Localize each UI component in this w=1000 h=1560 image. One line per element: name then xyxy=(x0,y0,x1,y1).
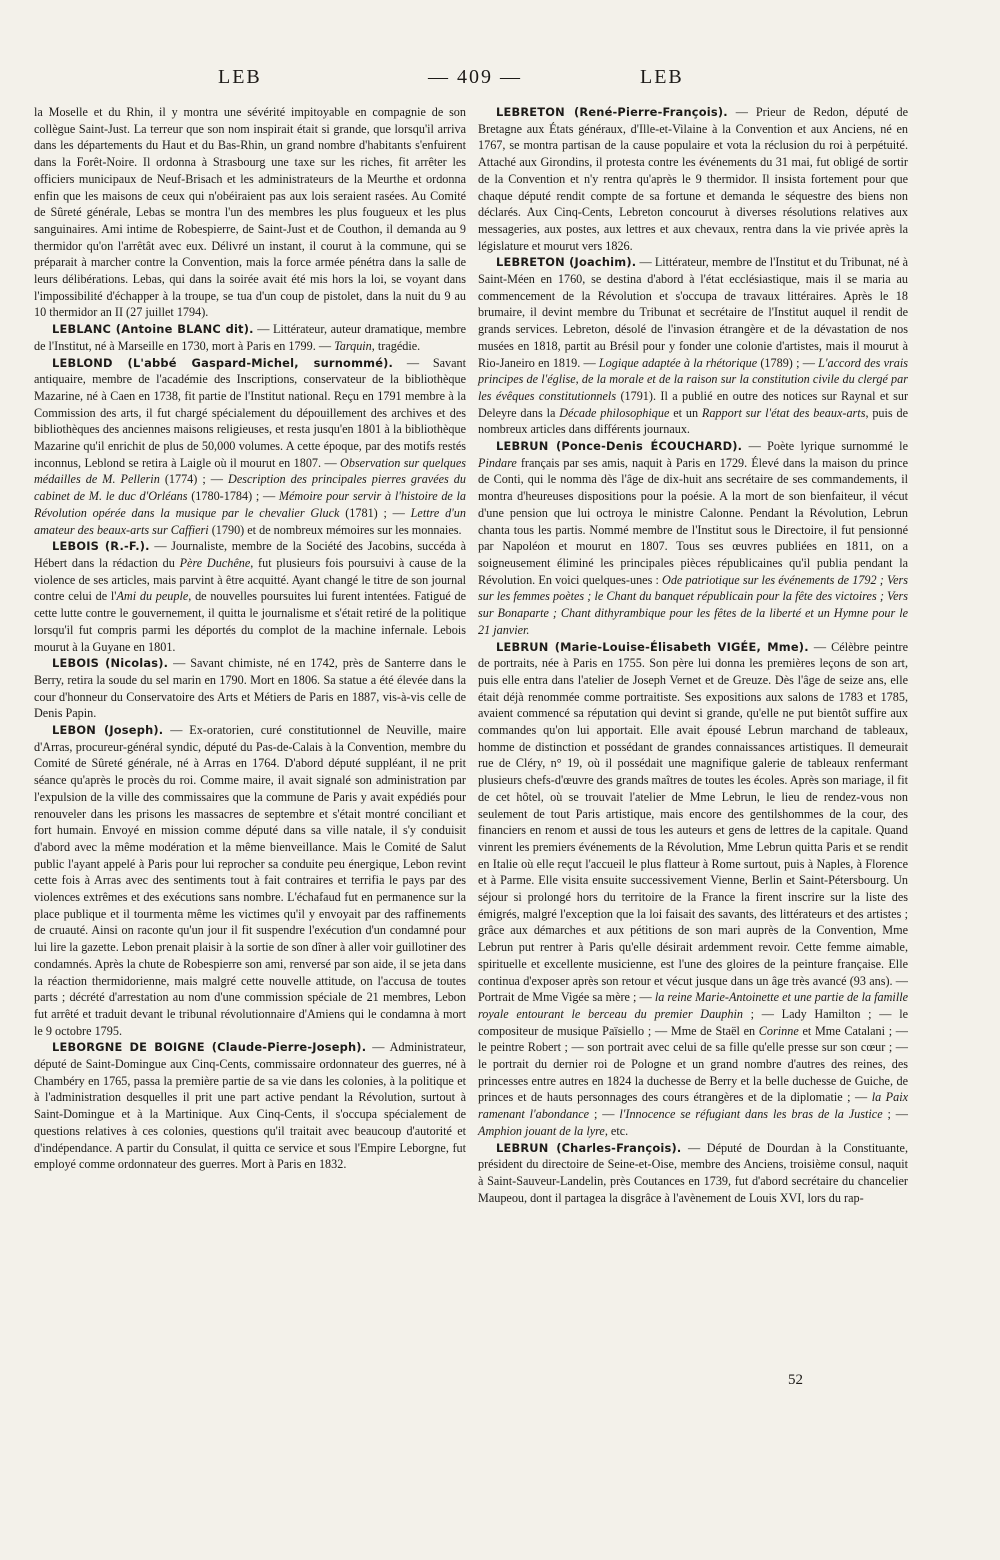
headword: LEBRUN (Ponce-Denis ÉCOUCHARD). xyxy=(496,439,743,454)
entry-lebreton-rene xyxy=(478,104,908,254)
entry-leblanc xyxy=(34,321,466,354)
signature-mark: 52 xyxy=(788,1372,803,1388)
entry-text: ; — xyxy=(589,1107,620,1122)
work-title: Père Duchêne xyxy=(179,555,251,570)
entry-text: ; — xyxy=(882,1107,908,1122)
work-title: Description des principales pierres gravées du cabinet de M. le duc d'Orléans xyxy=(34,472,466,504)
work-title: L'accord des vrais principes de l'église, de la morale et de la raison sur la constitution civile du clergé par les évêques constitutionnels xyxy=(478,355,908,403)
entry-text: (1780-1784) ; — xyxy=(187,489,279,504)
headword: LEBRUN (Marie-Louise-Élisabeth VIGÉE, Mme). xyxy=(496,639,809,654)
entry-text: (1790) et de nombreux mémoires sur les monnaies. xyxy=(208,522,462,537)
entry-continuation: la Moselle et du Rhin, il y montra une sévérité impitoyable en compagnie de son collègue Saint-Just. La terreur que son nom inspirait était si grande, que lorsqu'il arriva dans les départements du Haut et du Bas-Rhin, un grand nombre d'habitants s'enfuirent dans la Forêt-Noire. Il ordonna à Strasbourg une taxe sur les riches, fit arrêter les officiers municipaux de Neuf-Brisach et les administrateurs de la Meurthe et ordonna enfin que les maisons de ceux qui n'obéiraient pas aux lois seraient rasées. Au Comité de Sûreté générale, Lebas se montra l'un des membres les plus fougueux et les plus sanguinaires. Ami intime de Robespierre, de Saint-Just et de Couthon, il demanda au 9 thermidor qu'on l'arrêtât avec eux. Délivré un instant, il courut à la commune, qui se préparait à marcher contre la Convention, mais la force armée pénétra dans la salle de leurs délibérations. Lebas, qui dans la soirée avait été mis hors la loi, se voyant dans l'impossibilité d'échapper à la troupe, se tua d'un coup de pistolet, dans la nuit du 9 au 10 thermidor an II (27 juillet 1794). xyxy=(34,105,466,320)
entry-text: et Mme Catalani ; — le peintre Robert ; — son portrait avec celui de sa fille qu'elle presse sur son cœur ; — le portrait du dernier roi de Pologne et un grand nombre d'autres des reines, des princesses entre autres en 1824 la duchesse de Berry et la belle duchesse de Guiche, de princes et de hauts personnages des cours étrangères et de la diplomatie ; — xyxy=(478,1023,908,1105)
entry-text: , fut plusieurs fois poursuivi à cause de la violence de ses articles, mais parvint à être acquitté. Ayant changé le titre de son journal contre celui de l' xyxy=(34,555,466,604)
entry-text: — Célèbre peintre de portraits, née à Paris en 1755. Son père lui donna les premières leçons de son art, puis elle entra dans l'atelier de Joseph Vernet et de Greuze. Dès l'âge de seize ans, elle était déjà renommée comme portraitiste. Ses expositions aux salons de 1783 et 1785, avaient commencé sa réputation qui devint si grande, qu'elle ne put bientôt suffire aux commandes qu'on lui apportait. Elle avait épousé Lebrun marchand de tableaux, homme de distinction et possédant de grandes connaissances artistiques. Il demeurait rue de Cléry, n° 19, où il possédait une magnifique galerie de tableaux renfermant plusieurs chefs-d'œuvre des grands maîtres de toutes les écoles. Après son mariage, il fit de cet hôtel, où se trouvait l'atelier de Mme Lebrun, le lieu de rendez-vous non seulement de tout Paris artistique, mais encore des gentilshommes de la cour, des financiers en renom et aussi de tous les auteurs et gens de lettres de la capitale. Quand vinrent les premiers événements de la Révolution, Mme Lebrun quitta Paris et se rendit en Italie où elle reçut l'accueil le plus flatteur à Rome surtout, puis à Naples, à Florence et à Parme. Elle visita ensuite successivement Vienne, Berlin et Saint-Pétersbourg. Un séjour si prolongé hors du territoire de la France la firent inscrire sur la liste des émigrés, malgré l'exception que la loi faisait des savants, des littérateurs et des artistes ; grâce aux démarches et aux pétitions de son mari auprès de la Convention, Mme Lebrun put rentrer à Paris qu'elle désirait ardemment revoir. Cette femme aimable, spirituelle et excellente musicienne, est l'une des gloires de la peinture française. Elle continua d'exposer après son retour et vécut jusque dans un âge très avancé (93 ans). — Portrait de Mme Vigée sa mère ; — xyxy=(478,639,908,1005)
entry-lebreton-joachim xyxy=(478,254,908,438)
work-title: Ode patriotique sur les événements de 1792 ; Vers sur les femmes poètes ; le Chant du banquet républicain pour la fête des victoires ; Vers sur Bonaparte ; Chant dithyrambique pour les fêtes de la liberté et un Hymne pour le 21 janvier. xyxy=(478,572,908,637)
entry-text: — Administrateur, député de Saint-Domingue aux Cinq-Cents, commissaire ordonnateur des guerres, né à Chambéry en 1765, passa la première partie de sa vie dans les colonies, à la politique et à l'administration desquelles il prit une part active pendant la Révolution, surtout à Saint-Domingue et à la Martinique. Aux Cinq-Cents, il s'occupa spécialement de questions relatives à ces colonies, questions qu'il traitait avec beaucoup d'autorité et d'indépendance. A partir du Consulat, il quitta ce service et sous l'Empire Leborgne, fut employé comme ordonnateur des guerres. Mort à Paris en 1832. xyxy=(34,1040,467,1172)
entry-lebon xyxy=(34,722,466,1039)
headword: LEBRUN (Charles-François). xyxy=(496,1140,682,1155)
entry-text: — Littérateur, membre de l'Institut et du Tribunat, né à Saint-Méen en 1760, se destina d'abord à l'état ecclésiastique, mais il se maria au commencement de la Révolution et s'occupa de travaux littéraires. Après le 18 brumaire, il devint membre du Tribunat et secrétaire de l'Institut auquel il rendit de grands services. Lebreton, désolé de l'invasion étrangère et de la dévastation de nos musées en 1818, partit au Brésil pour y fonder une colonie d'artistes, mais il mourut à Rio-Janeiro en 1819. — xyxy=(478,255,908,370)
entry-text: — Savant antiquaire, membre de l'académie des Inscriptions, conservateur de la bibliothèque Mazarine, né à Caen en 1738, fit partie de l'Institut national. Reçu en 1791 membre à la Commission des arts, il fut chargé spécialement du dépouillement des archives et des bibliothèques des anciennes maisons religieuses, et resta jusqu'en 1801 à la bibliothèque Mazarine qu'il enrichit de plus de 50,000 volumes. A cette époque, par des motifs restés inconnus, Leblond se retira à Laigle où il mourut en 1807. — xyxy=(34,355,466,470)
entry-lebrun-ponce xyxy=(478,438,908,638)
entry-text: — Ex-oratorien, curé constitutionnel de Neuville, maire d'Arras, procureur-général syndic, député du Pas-de-Calais à la Convention, membre du Comité de Sûreté générale, né à Arras en 1764. D'abord député suppléant, il ne prit séance qu'après le procès du roi. Comme maire, il avait signalé son administration par l'expulsion de la ville des commissaires que la commune de Paris y avait expédiés pour renouveler dans les prisons les massacres de septembre et s'était montré conciliant et fort humain. Envoyé en mission comme député dans sa ville natale, il s'y conduisit d'abord avec la même modération et la même bienveillance. Mais le Comité de Salut public l'ayant appelé à Paris pour lui reprocher sa conduite peu énergique, Lebon revint cette fois à Arras avec des sentiments tout à fait contraires et terrifia le pays par des violences extrêmes et des exécutions sans nombre. L'échafaud fut en permanence sur la place publique et il tourmenta même les victimes qu'il y envoyait par des raffinements de cruauté. Ainsi on raconte qu'un jour il fit suspendre l'exécution d'un condamné pour lui lire la gazette. Lebon prenait plaisir à la sortie de son dîner à aller voir guillotiner des condamnés. Après la chute de Robespierre son ami, renversé par son aide, il se jeta dans la réaction thermidorienne, mais malgré cette nouvelle attitude, on l'accusa de toutes parts ; décrété d'arrestation au nom d'une commission spéciale de 21 membres, Lebon fut arrêté et traduit devant le tribunal révolutionnaire d'Amiens qui le condamna à mort le 9 octobre 1795. xyxy=(34,723,466,1038)
headword: LEBLANC (Antoine BLANC dit). xyxy=(52,322,254,337)
entry-lebois-rf xyxy=(34,538,466,655)
headword: LEBON (Joseph). xyxy=(52,723,164,738)
running-head xyxy=(0,66,1000,96)
work-title: Observation sur quelques médailles de M. Pellerin xyxy=(34,455,466,487)
entry-text: — Prieur de Redon, député de Bretagne aux États généraux, d'Ille-et-Vilaine à la Convention et aux Anciens, né en 1767, se montra partisan de la cause populaire et vota la réclusion du roi à perpétuité. Attaché aux Girondins, il protesta contre les événements du 31 mai, fut obligé de sortir de la Convention et n'y rentra qu'après le 9 thermidor. Il insista fortement pour que chaque député rendit compte de sa fortune et demanda le séquestre des biens non déclarés. Aux Cinq-Cents, Lebreton concourut à diverses résolutions relatives aux messageries, aux postes, aux lettres et aux chevaux, rentra dans la vie privée après la législature et mourut vers 1826. xyxy=(478,105,908,253)
headword: LEBRETON (René-Pierre-François). xyxy=(496,105,728,119)
entry-text: ; — Lady Hamilton ; — le compositeur de musique Païsiello ; — Mme de Staël en xyxy=(478,1006,908,1038)
entry-lebois-nicolas xyxy=(34,655,466,722)
entry-text: (1791). Il a publié en outre des notices sur Raynal et sur Deleyre dans la xyxy=(478,388,909,420)
work-title: la reine Marie-Antoinette et une partie de la famille royale entourant le berceau du premier Dauphin xyxy=(478,990,909,1021)
work-title: l'Innocence se réfugiant dans les bras de la Justice xyxy=(619,1107,883,1122)
headword: LEBOIS (Nicolas). xyxy=(52,656,169,671)
work-title: Mémoire pour servir à l'histoire de la Révolution opérée dans la musique par le chevalier Gluck xyxy=(34,489,467,520)
work-title: Pindare xyxy=(478,455,517,470)
work-title: Logique adaptée à la rhétorique xyxy=(598,355,758,370)
work-title: Tarquin xyxy=(334,338,372,353)
headword: LEBLOND (L'abbé Gaspard-Michel, surnommé). xyxy=(52,355,394,370)
entry-text: — Poète lyrique surnommé le xyxy=(742,439,908,454)
entry-leblond xyxy=(34,355,466,539)
entry-text: , de nouvelles poursuites lui furent intentées. Fatigué de cette lutte contre le gouvernement, il quitta le journalisme et s'était retiré de la politique lorsqu'il fut compris parmi les déportés du complot de la machine infernale. Lebois mourut à la Guyane en 1801. xyxy=(34,589,467,654)
work-title: Amphion jouant de la lyre xyxy=(478,1123,605,1138)
entry-text: et un xyxy=(669,405,702,420)
entry-lebrun-vigee xyxy=(478,639,908,1140)
entry-text: français par ses amis, naquit à Paris en 1729. Élevé dans la maison du prince de Conti, qui le nomma dès l'âge de dix-huit ans secrétaire de ses commandements, il montra d'heureuses dispositions pour la poésie. A la mort de son bienfaiteur, il vécut d'une pension que lui octroya le ministre Calonne. Pendant la Révolution, Lebrun chanta tous les partis. Nommé membre de l'Institut sous le Directoire, il fut pensionné par Napoléon et mourut en 1807. Tous ses œuvres publiées en 1811, on a soigneusement éliminé les principales pièces républicaines qu'il publia pendant la Révolution. En voici quelques-unes : xyxy=(478,455,908,587)
entry-lebrun-charles xyxy=(478,1140,908,1207)
left-column xyxy=(34,104,466,1173)
entry-text: , puis de nombreux articles dans différents journaux. xyxy=(478,405,908,437)
entry-leborgne xyxy=(34,1039,466,1173)
work-title: Décade philosophique xyxy=(559,405,670,420)
headword: LEBOIS (R.-F.). xyxy=(52,539,150,554)
headword: LEBRETON (Joachim). xyxy=(496,255,637,270)
entry-text: — Savant chimiste, né en 1742, près de Santerre dans le Berry, retira la soude du sel marin en 1790. Mort en 1806. Sa statue a été élevée dans la cour d'honneur du Conservatoire des Arts et Métiers de Paris en 1887, vis-à-vis celle de Denis Papin. xyxy=(34,656,466,721)
work-title: Lettre d'un amateur des beaux-arts sur Caffieri xyxy=(34,505,466,537)
work-title: Ami du peuple xyxy=(116,589,189,604)
running-head-left: LEB xyxy=(218,66,262,88)
work-title: Rapport sur l'état des beaux-arts xyxy=(701,405,866,420)
running-head-right: LEB xyxy=(640,66,684,88)
entry-text: — Journaliste, membre de la Société des Jacobins, succéda à Hébert dans la rédaction du xyxy=(34,539,466,570)
entry-text: , etc. xyxy=(604,1123,629,1138)
entry-text: (1789) ; — xyxy=(757,355,819,370)
work-title: la Paix ramenant l'abondance xyxy=(478,1090,908,1122)
entry-text: (1774) ; — xyxy=(159,472,229,487)
entry-text: (1781) ; — xyxy=(339,505,411,520)
work-title: Corinne xyxy=(758,1023,799,1038)
right-column xyxy=(478,104,908,1206)
page-number: — 409 — xyxy=(428,66,522,88)
entry-text: , tragédie. xyxy=(371,338,421,353)
headword: LEBORGNE DE BOIGNE (Claude-Pierre-Joseph). xyxy=(52,1040,367,1055)
entry-text: — Littérateur, auteur dramatique, membre de l'Institut, né à Marseille en 1730, mort à Paris en 1799. — xyxy=(34,322,466,353)
entry-text: — Député de Dourdan à la Constituante, président du directoire de Seine-et-Oise, membre des Anciens, troisième consul, naquit à Saint-Sauveur-Landelin, près Coutances en 1739, fut d'abord secrétaire du chancelier Maupeou, dont il partagea la disgrâce à l'avènement de Louis XVI, lors du rap- xyxy=(478,1140,908,1205)
